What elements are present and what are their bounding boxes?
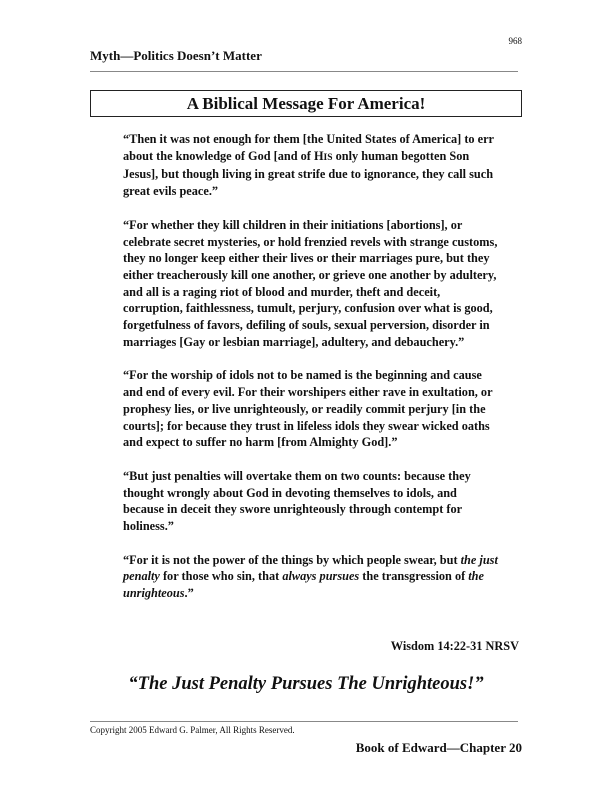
quote-5-emphasis-3: the unrighteous bbox=[123, 569, 484, 601]
page-title: A Biblical Message For America! bbox=[90, 90, 522, 117]
scripture-quotes bbox=[123, 131, 498, 619]
quote-5-part-2: for those who sin, that bbox=[159, 569, 283, 584]
quote-5-part-1: “For it is not the power of the things by which people swear, but bbox=[123, 552, 461, 567]
quote-1-smallcap: IS bbox=[323, 152, 333, 163]
running-title: Myth—Politics Doesn’t Matter bbox=[90, 48, 262, 63]
header-divider bbox=[90, 71, 518, 72]
quote-5-part-3: the transgression of bbox=[359, 569, 469, 584]
quote-paragraph-3: “For the worship of idols not to be named is the beginning and cause and end of every evil. For their worshipers either rave in exultation, or prophesy lies, or live unrighteously, or readily commit perjury [in the courts]; for because they trust in lifeless idols they swear wicked oaths and expect to suffer no harm [from Almighty God].” bbox=[123, 368, 493, 450]
quote-1-text-b: only human begotten Son Jesus], but though living in great strife due to ignorance, they call such great evils peace.” bbox=[123, 148, 494, 199]
page-number: 968 bbox=[508, 36, 522, 46]
quote-5-emphasis-2: always pursues bbox=[282, 569, 360, 584]
quote-paragraph-2: “For whether they kill children in their initiations [abortions], or celebrate secret mysteries, or hold frenzied revels with strange customs, they no longer keep either their lives or their marriages pure, but they either treacherously kill one another, or grieve one another by adultery, and all is a raging riot of blood and murder, theft and deceit, corruption, faithlessness, tumult, perjury, confusion over what is good, forgetfulness of favors, defiling of souls, sexual perversion, disorder in marriages [Gay or lesbian marriage], adultery, and debauchery.” bbox=[123, 217, 498, 349]
footer-divider bbox=[90, 721, 518, 722]
quote-paragraph-4: “But just penalties will overtake them on two counts: because they thought wrongly about God in devoting themselves to idols, and because in deceit they swore unrighteously through contempt for holiness.” bbox=[123, 468, 471, 534]
quote-5-emphasis-1: the just penalty bbox=[123, 552, 498, 584]
quote-1-text-a: “Then it was not enough for them [the United States of America] to err about the knowledge of God [and of H bbox=[123, 132, 494, 163]
quote-5-part-4: .” bbox=[184, 586, 194, 601]
chapter-label: Book of Edward—Chapter 20 bbox=[355, 740, 522, 755]
quote-paragraph-1 bbox=[123, 131, 498, 200]
scripture-citation: Wisdom 14:22-31 NRSV bbox=[390, 639, 519, 653]
copyright-notice: Copyright 2005 Edward G. Palmer, All Rights Reserved. bbox=[90, 725, 295, 735]
tagline: “The Just Penalty Pursues The Unrighteous!” bbox=[128, 674, 484, 694]
quote-paragraph-5 bbox=[123, 552, 498, 602]
